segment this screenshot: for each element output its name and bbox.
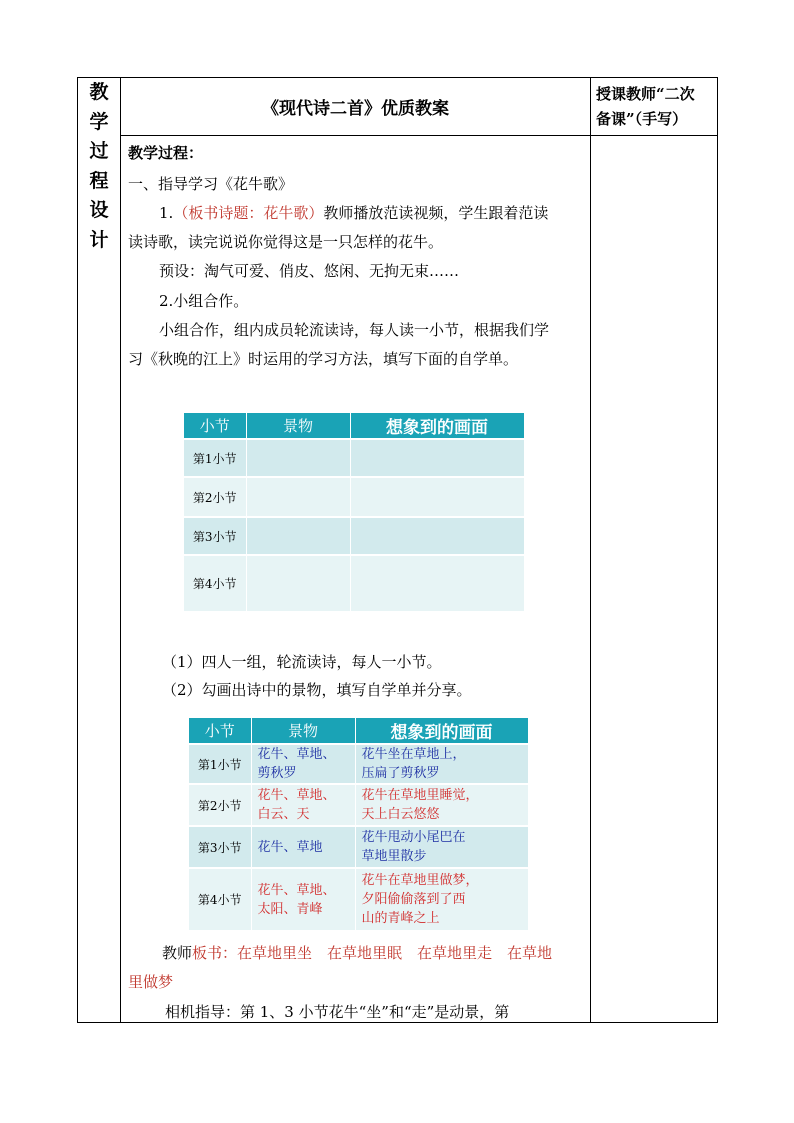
- header-scenery: 景物: [246, 413, 350, 439]
- row-label: 第3小节: [184, 517, 246, 555]
- imagined-scene-line: 花牛甩动小尾巴在: [361, 830, 466, 845]
- scenery-line: 白云、天: [257, 807, 310, 822]
- imagined-scene-cell: [355, 744, 528, 784]
- blank-study-sheet: [184, 413, 525, 611]
- row-label: 第1小节: [184, 439, 246, 477]
- header-imagined-scene: 想象到的画面: [355, 718, 528, 744]
- imagined-scene-line: 天上白云悠悠: [361, 807, 440, 822]
- scenery-line: 花牛、草地、: [257, 747, 336, 762]
- table-divider-notes: [590, 77, 591, 1023]
- row-label: 第2小节: [184, 477, 246, 517]
- scenery-cell: [246, 477, 350, 517]
- table-border-bottom: [77, 1022, 718, 1023]
- scenery-line: 花牛、草地、: [257, 788, 336, 803]
- board-note-text: 板书：在草地里坐 在草地里眠 在草地里走 在草地: [192, 944, 553, 962]
- filled-study-sheet: [189, 718, 529, 930]
- step-2-heading: 2.小组合作。: [159, 292, 249, 310]
- row-label: 第1小节: [189, 744, 251, 784]
- group-instruction-line-2: 习《秋晚的江上》时运用的学习方法，填写下面的自学单。: [128, 350, 519, 368]
- scenery-line: 太阳、青峰: [257, 901, 323, 917]
- table-border-right: [717, 77, 718, 1023]
- header-section: 小节: [189, 718, 251, 744]
- table-row: [189, 744, 528, 784]
- imagined-scene-line: 山的青峰之上: [361, 911, 440, 926]
- header-section: 小节: [184, 413, 246, 439]
- scenery-cell: [251, 784, 355, 826]
- teacher-notes-header-line: 授课教师“二次: [596, 85, 695, 103]
- row-label: 第2小节: [189, 784, 251, 826]
- imagined-scene-line: 草地里散步: [361, 849, 427, 864]
- imagined-scene-cell: [355, 784, 528, 826]
- board-note-line-1: [162, 943, 552, 963]
- side-label-char: 过: [89, 140, 109, 162]
- imagined-scene-line: 压扁了剪秋罗: [361, 766, 440, 781]
- scenery-line: 花牛、草地、: [257, 882, 336, 898]
- task-2: （2）勾画出诗中的景物，填写自学单并分享。: [162, 681, 472, 699]
- row-label: 第3小节: [189, 826, 251, 868]
- scenery-cell: [251, 744, 355, 784]
- scenery-cell: [246, 439, 350, 477]
- scenery-cell: [246, 517, 350, 555]
- header-imagined-scene: 想象到的画面: [350, 413, 524, 439]
- imagined-scene-line: 花牛在草地里睡觉，: [361, 788, 479, 803]
- board-note-prefix: 教师: [162, 944, 193, 962]
- side-label-char: 教: [89, 81, 109, 103]
- board-title-note: （板书诗题：花牛歌）: [173, 204, 324, 222]
- process-heading: 教学过程：: [128, 144, 204, 162]
- table-divider-label: [120, 77, 121, 1023]
- teacher-notes-header: [596, 82, 718, 132]
- title-row-rule: [120, 135, 718, 136]
- side-label-column: [78, 78, 120, 255]
- row-label: 第4小节: [189, 868, 251, 930]
- board-note-line-2: 里做梦: [128, 973, 174, 991]
- preset-answers: 预设：淘气可爱、俏皮、悠闲、无拘无束……: [159, 262, 460, 280]
- imagined-scene-line: 夕阳偷偷落到了西: [361, 892, 466, 907]
- imagined-scene-cell: [350, 555, 524, 611]
- imagined-scene-line: 花牛在草地里做梦，: [361, 873, 479, 888]
- scenery-cell: [251, 826, 355, 868]
- step-1-text: 教师播放范读视频，学生跟着范读: [323, 204, 549, 222]
- step-1-number: 1.: [159, 204, 174, 222]
- side-label-char: 计: [89, 228, 109, 251]
- step-1-line-1: [159, 203, 548, 223]
- page-title: 《现代诗二首》优质教案: [262, 99, 449, 119]
- imagined-scene-cell: [355, 868, 528, 930]
- table-row: [189, 784, 528, 826]
- sheet-header-row: [189, 718, 528, 744]
- table-row: [184, 477, 524, 517]
- side-label-char: 程: [89, 169, 109, 192]
- group-instruction-line-1: 小组合作，组内成员轮流读诗，每人读一小节，根据我们学: [159, 321, 550, 339]
- task-1: （1）四人一组，轮流读诗，每人一小节。: [162, 653, 442, 671]
- imagined-scene-cell: [350, 439, 524, 477]
- scenery-cell: [246, 555, 350, 611]
- table-row: [184, 555, 524, 611]
- table-row: [184, 439, 524, 477]
- table-row: [189, 868, 528, 930]
- guidance-text: 相机指导：第 1、3 小节花牛“坐”和“走”是动景，第: [165, 1003, 510, 1021]
- scenery-line: 剪秋罗: [257, 766, 297, 781]
- imagined-scene-cell: [350, 517, 524, 555]
- step-1-line-2: 读诗歌，读完说说你觉得这是一只怎样的花牛。: [128, 233, 444, 251]
- side-label-char: 学: [89, 110, 109, 133]
- sheet-header-row: [184, 413, 524, 439]
- table-row: [189, 826, 528, 868]
- imagined-scene-cell: [355, 826, 528, 868]
- scenery-line: 花牛、草地: [257, 839, 323, 855]
- side-label-char: 设: [89, 199, 109, 221]
- table-row: [184, 517, 524, 555]
- imagined-scene-line: 花牛坐在草地上，: [361, 747, 466, 762]
- imagined-scene-cell: [350, 477, 524, 517]
- section-heading: 一、指导学习《花牛歌》: [128, 175, 294, 193]
- row-label: 第4小节: [184, 555, 246, 611]
- teacher-notes-header-line: 备课”（手写）: [596, 110, 688, 128]
- scenery-cell: [251, 868, 355, 930]
- header-scenery: 景物: [251, 718, 355, 744]
